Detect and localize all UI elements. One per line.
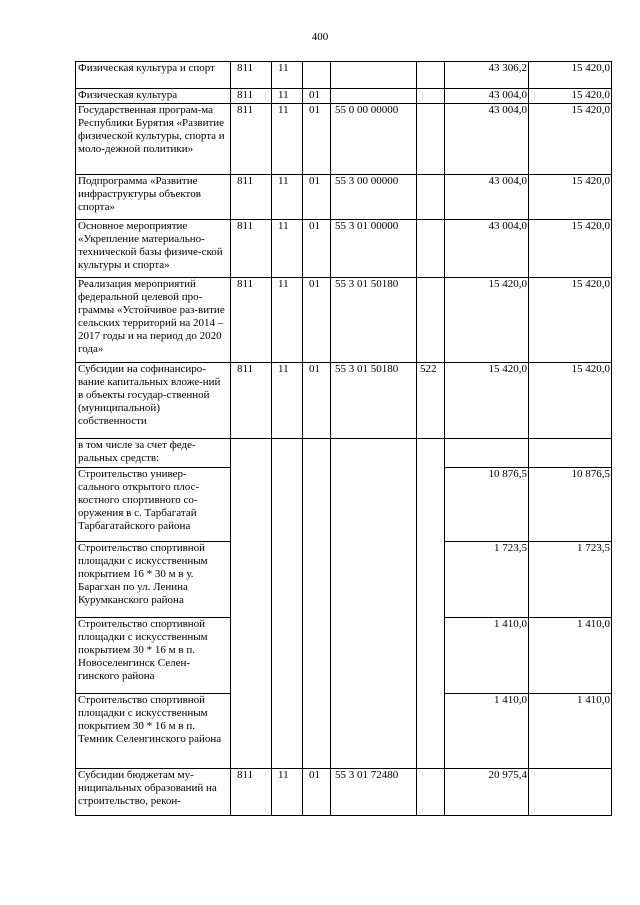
table-row — [76, 694, 612, 769]
target-article-cell: 55 3 01 50180 — [331, 363, 417, 439]
expense-type-cell: 522 — [417, 363, 445, 439]
sum-2-cell — [529, 439, 612, 468]
row-name: Строительство спортивной площадки с искусственным покрытием 16 * 30 м в у. Барагхан по ул. Ленина Курумканского района — [76, 542, 231, 618]
expense-type-cell — [417, 468, 445, 542]
sum-1-cell: 43 306,2 — [445, 62, 529, 89]
sum-2-cell: 15 420,0 — [529, 62, 612, 89]
target-article-cell — [331, 62, 417, 89]
section-cell: 11 — [272, 363, 303, 439]
target-article-cell — [331, 542, 417, 618]
subsection-cell: 01 — [303, 89, 331, 104]
expense-type-cell — [417, 542, 445, 618]
subsection-cell: 01 — [303, 278, 331, 363]
section-cell — [272, 542, 303, 618]
table-row — [76, 439, 612, 468]
target-article-cell: 55 3 01 50180 — [331, 278, 417, 363]
expense-type-cell — [417, 694, 445, 769]
subsection-cell — [303, 542, 331, 618]
target-article-cell — [331, 89, 417, 104]
grbs-cell — [231, 439, 272, 468]
table-row — [76, 363, 612, 439]
grbs-cell — [231, 694, 272, 769]
target-article-cell — [331, 618, 417, 694]
sum-1-cell: 20 975,4 — [445, 769, 529, 816]
target-article-cell — [331, 468, 417, 542]
target-article-cell — [331, 694, 417, 769]
subsection-cell: 01 — [303, 363, 331, 439]
grbs-cell: 811 — [231, 220, 272, 278]
target-article-cell: 55 0 00 00000 — [331, 104, 417, 175]
expense-type-cell — [417, 89, 445, 104]
sum-1-cell — [445, 439, 529, 468]
table-row — [76, 468, 612, 542]
row-name: Физическая культура — [76, 89, 231, 104]
row-name: Основное мероприятие «Укрепление материально-технической базы физиче-ской культуры и спорта» — [76, 220, 231, 278]
row-name: Реализация мероприятий федеральной целевой про-граммы «Устойчивое раз-витие сельских территорий на 2014 – 2017 годы и на период до 2020 года» — [76, 278, 231, 363]
section-cell — [272, 618, 303, 694]
expense-type-cell — [417, 278, 445, 363]
grbs-cell: 811 — [231, 89, 272, 104]
sum-1-cell: 1 410,0 — [445, 618, 529, 694]
sum-2-cell: 15 420,0 — [529, 363, 612, 439]
expense-type-cell — [417, 220, 445, 278]
expense-type-cell — [417, 769, 445, 816]
table-row — [76, 89, 612, 104]
row-name: Строительство универ-сального открытого плос-костного спортивного со-оружения в с. Тарбагатай Тарбагатайского района — [76, 468, 231, 542]
sum-2-cell: 15 420,0 — [529, 175, 612, 220]
sum-1-cell: 10 876,5 — [445, 468, 529, 542]
row-name: Субсидии на софинансиро-вание капитальных вложе-ний в объекты государ-ственной (муниципальной) собственности — [76, 363, 231, 439]
sum-2-cell: 1 410,0 — [529, 694, 612, 769]
sum-2-cell: 15 420,0 — [529, 104, 612, 175]
grbs-cell: 811 — [231, 175, 272, 220]
sum-2-cell: 15 420,0 — [529, 278, 612, 363]
section-cell: 11 — [272, 62, 303, 89]
subsection-cell — [303, 694, 331, 769]
expense-type-cell — [417, 618, 445, 694]
sum-1-cell: 43 004,0 — [445, 104, 529, 175]
section-cell: 11 — [272, 175, 303, 220]
expense-type-cell — [417, 175, 445, 220]
section-cell: 11 — [272, 104, 303, 175]
budget-table — [75, 61, 612, 816]
sum-1-cell: 15 420,0 — [445, 278, 529, 363]
target-article-cell: 55 3 01 00000 — [331, 220, 417, 278]
section-cell: 11 — [272, 89, 303, 104]
sum-1-cell: 1 410,0 — [445, 694, 529, 769]
page-number: 400 — [311, 31, 329, 43]
grbs-cell: 811 — [231, 363, 272, 439]
expense-type-cell — [417, 104, 445, 175]
sum-2-cell — [529, 769, 612, 816]
section-cell — [272, 694, 303, 769]
grbs-cell: 811 — [231, 769, 272, 816]
subsection-cell — [303, 62, 331, 89]
sum-1-cell: 15 420,0 — [445, 363, 529, 439]
section-cell — [272, 468, 303, 542]
row-name: Физическая культура и спорт — [76, 62, 231, 89]
row-name: Строительство спортивной площадки с искусственным покрытием 30 * 16 м в п. Темник Селенгинского района — [76, 694, 231, 769]
subsection-cell — [303, 618, 331, 694]
table-row — [76, 175, 612, 220]
sum-2-cell: 1 410,0 — [529, 618, 612, 694]
table-row — [76, 618, 612, 694]
section-cell: 11 — [272, 278, 303, 363]
grbs-cell: 811 — [231, 62, 272, 89]
grbs-cell — [231, 542, 272, 618]
grbs-cell — [231, 618, 272, 694]
subsection-cell: 01 — [303, 220, 331, 278]
table-row — [76, 769, 612, 816]
table-row — [76, 104, 612, 175]
subsection-cell — [303, 439, 331, 468]
grbs-cell: 811 — [231, 278, 272, 363]
section-cell: 11 — [272, 220, 303, 278]
table-row — [76, 542, 612, 618]
subsection-cell — [303, 468, 331, 542]
expense-type-cell — [417, 62, 445, 89]
subsection-cell: 01 — [303, 104, 331, 175]
table-row — [76, 62, 612, 89]
sum-1-cell: 43 004,0 — [445, 220, 529, 278]
row-name: в том числе за счет феде-ральных средств: — [76, 439, 231, 468]
target-article-cell: 55 3 01 72480 — [331, 769, 417, 816]
target-article-cell: 55 3 00 00000 — [331, 175, 417, 220]
subsection-cell: 01 — [303, 175, 331, 220]
sum-2-cell: 15 420,0 — [529, 220, 612, 278]
sum-1-cell: 1 723,5 — [445, 542, 529, 618]
expense-type-cell — [417, 439, 445, 468]
grbs-cell — [231, 468, 272, 542]
table-row — [76, 220, 612, 278]
sum-2-cell: 15 420,0 — [529, 89, 612, 104]
subsection-cell: 01 — [303, 769, 331, 816]
sum-2-cell: 1 723,5 — [529, 542, 612, 618]
sum-2-cell: 10 876,5 — [529, 468, 612, 542]
table-row — [76, 278, 612, 363]
row-name: Субсидии бюджетам му-ниципальных образований на строительство, рекон- — [76, 769, 231, 816]
row-name: Государственная програм-ма Республики Бурятия «Развитие физической культуры, спорта и моло-дежной политики» — [76, 104, 231, 175]
section-cell — [272, 439, 303, 468]
section-cell: 11 — [272, 769, 303, 816]
sum-1-cell: 43 004,0 — [445, 89, 529, 104]
row-name: Строительство спортивной площадки с искусственным покрытием 30 * 16 м в п. Новоселенгинск Селен-гинского района — [76, 618, 231, 694]
row-name: Подпрограмма «Развитие инфраструктуры объектов спорта» — [76, 175, 231, 220]
sum-1-cell: 43 004,0 — [445, 175, 529, 220]
grbs-cell: 811 — [231, 104, 272, 175]
target-article-cell — [331, 439, 417, 468]
